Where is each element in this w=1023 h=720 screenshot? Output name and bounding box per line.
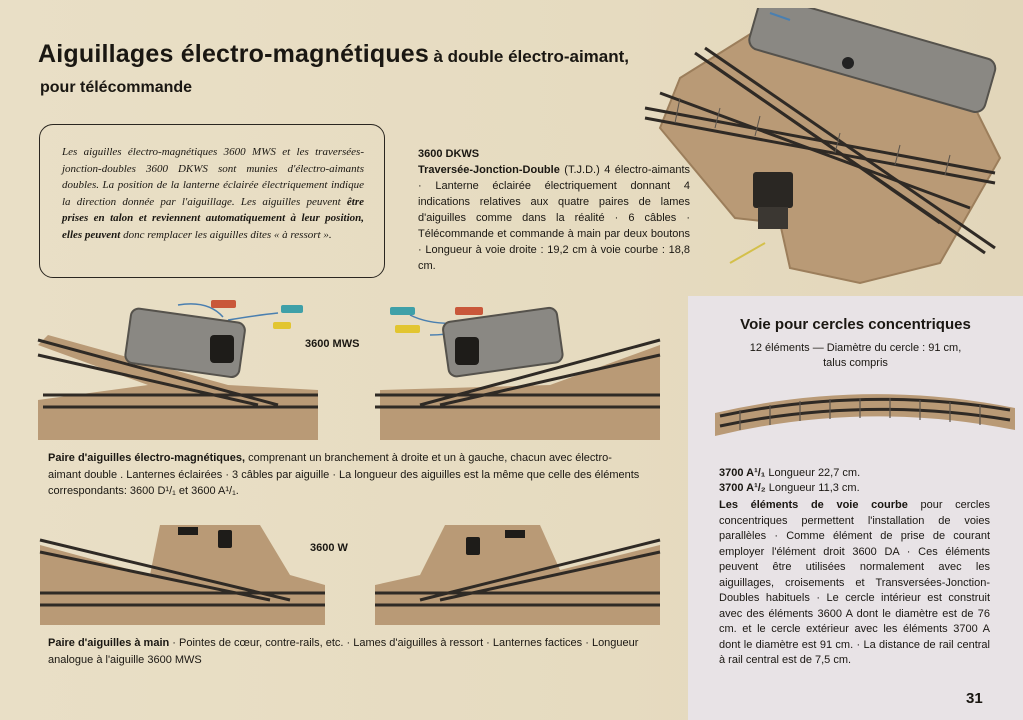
mws-body: comprenant un branchement à droite et un à gauche, chacun avec électro-aimant double . Lanternes éclairées · 3 câbles par aiguille · La longueur des aiguilles est la même que celle des éléments correspondants: 3600 D¹/₁ et 3600 A¹/₁.	[48, 452, 640, 497]
intro-text	[62, 144, 364, 243]
concentric-subtitle	[688, 341, 1023, 371]
concentric-body: pour cercles concentriques permettent l'installation de voies parallèles · Comme élément de prise de courant employer l'élément droit 3600 DA · Ces éléments peuvent être utilisées normalement avec les aiguillages, croisements et Transversées-Jonction-Doubles habituels · Le cercle intérieur est construit avec des éléments 3600 A dont le diamètre est de 76 cm. et le cercle extérieur avec les éléments 3700 A dont le diamètre est 91 cm. · La distance de rail central à rail central est de 7,5 cm.	[719, 499, 990, 666]
concentric-description	[719, 498, 990, 669]
intro-text-part1: Les aiguilles électro-magnétiques 3600 MWS et les traversées-jonction-doubles 3600 DKWS sont munies d'électro-aimants doubles. La position de la lanterne éclairée électriquement indique la direction donnée par l'aiguillage. Les aiguilles peuvent	[62, 146, 364, 208]
w-left-illustration	[30, 515, 330, 630]
w-right-illustration	[370, 515, 670, 630]
mws-label: 3600 MWS	[305, 338, 360, 350]
curved-track-illustration	[710, 378, 1020, 450]
spec2-code: 3700 A¹/₂	[719, 482, 766, 494]
spec2-text: Longueur 11,3 cm.	[765, 482, 860, 494]
title-tail: à double électro-aimant,	[433, 47, 630, 66]
w-label: 3600 W	[310, 542, 348, 554]
page-subtitle: pour télécommande	[40, 79, 193, 96]
dkws-illustration	[640, 8, 1020, 293]
mws-description	[48, 450, 640, 500]
spec1-text: Longueur 22,7 cm.	[765, 467, 861, 479]
page-title	[38, 40, 629, 69]
w-name: Paire d'aiguilles à main	[48, 637, 170, 649]
mws-left-illustration	[28, 295, 328, 445]
concentric-subtitle-line1: 12 éléments — Diamètre du cercle : 91 cm,	[749, 342, 962, 354]
page-number: 31	[966, 690, 983, 707]
title-main: Aiguillages électro-magnétiques	[38, 40, 430, 68]
spec1-code: 3700 A¹/₁	[719, 467, 766, 479]
w-body: · Pointes de cœur, contre-rails, etc. · Lames d'aiguilles à ressort · Lanternes factices · Longueur analogue à l'aiguille 3600 MWS	[48, 637, 639, 666]
concentric-body-bold: Les éléments de voie courbe	[719, 499, 908, 511]
w-description	[48, 635, 648, 668]
mws-name: Paire d'aiguilles électro-magnétiques,	[48, 452, 246, 464]
intro-text-bold: être prises en talon et reviennent automatiquement à leur position, elles peuvent	[62, 195, 364, 241]
intro-text-part3: donc remplacer les aiguilles dites « à ressort ».	[120, 228, 332, 241]
dkws-code: 3600 DKWS	[418, 148, 480, 160]
dkws-name: Traversée-Jonction-Double	[418, 164, 560, 176]
concentric-specs	[719, 466, 860, 496]
dkws-body: (T.J.D.) 4 électro-aimants · Lanterne éclairée électriquement donnant 4 indications relatives aux quatre paires de lames d'aiguilles comme dans la réalité · 6 câbles · Télécommande et commande à main par deux boutons · Longueur à voie droite : 19,2 cm à voie courbe : 18,8 cm.	[418, 164, 690, 272]
concentric-subtitle-line2: talus compris	[823, 357, 888, 369]
mws-right-illustration	[370, 295, 670, 445]
concentric-title: Voie pour cercles concentriques	[740, 316, 971, 333]
